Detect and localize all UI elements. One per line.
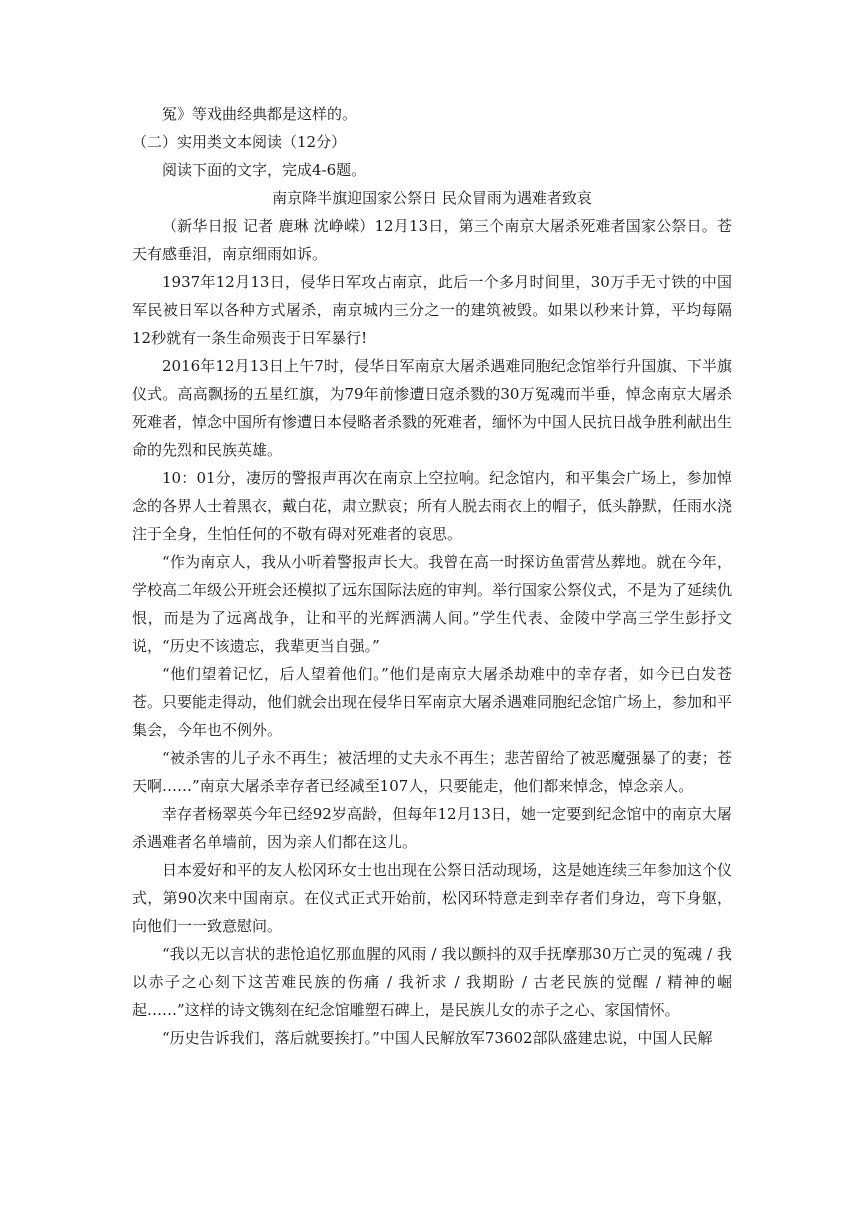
article-paragraph: 1937年12月13日，侵华日军攻占南京，此后一个多月时间里，30万手无寸铁的中国军民被日军以各种方式屠杀，南京城内三分之一的建筑被毁。如果以秒来计算，平均每隔12秒就有一条生命殒丧于日军暴行! <box>132 273 732 347</box>
article-paragraph: “历史告诉我们，落后就要挨打。”中国人民解放军73602部队盛建忠说，中国人民解 <box>162 1029 713 1047</box>
article-paragraph: 10：01分，凄厉的警报声再次在南京上空拉响。纪念馆内，和平集会广场上，参加悼念的各界人士着黑衣，戴白花，肃立默哀；所有人脱去雨衣上的帽子，低头静默，任雨水浇注于全身，生怕任何的不敬有碍对死难者的哀思。 <box>132 469 733 543</box>
instruction-paragraph: 阅读下面的文字，完成4-6题。 <box>162 161 367 179</box>
continuation-paragraph: 冤》等戏曲经典都是这样的。 <box>162 105 358 123</box>
article-paragraph: “他们望着记忆，后人望着他们。”他们是南京大屠杀劫难中的幸存者，如今已白发苍苍。只要能走得动，他们就会出现在侵华日军南京大屠杀遇难同胞纪念馆广场上，参加和平集会，今年也不例外。 <box>132 665 733 739</box>
article-paragraph: “我以无以言状的悲怆追忆那血腥的风雨 / 我以颤抖的双手抚摩那30万亡灵的冤魂 / 我以赤子之心刻下这苦难民族的伤痛 / 我祈求 / 我期盼 / 古老民族的觉醒 / 精神的崛起……”这样的诗文镌刻在纪念馆雕塑石碑上，是民族儿女的赤子之心、家国情怀。 <box>132 945 732 1019</box>
document-body <box>132 100 732 1052</box>
article-paragraph: 幸存者杨翠英今年已经92岁高龄，但每年12月13日，她一定要到纪念馆中的南京大屠杀遇难者名单墙前，因为亲人们都在这儿。 <box>132 805 732 851</box>
article-paragraph: （新华日报 记者 鹿琳 沈峥嵘）12月13日，第三个南京大屠杀死难者国家公祭日。苍天有感垂泪，南京细雨如诉。 <box>132 217 732 263</box>
article-paragraph: 2016年12月13日上午7时，侵华日军南京大屠杀遇难同胞纪念馆举行升国旗、下半旗仪式。高高飘扬的五星红旗，为79年前惨遭日寇杀戮的30万冤魂而半垂，悼念南京大屠杀死难者，悼念中国所有惨遭日本侵略者杀戮的死难者，缅怀为中国人民抗日战争胜利献出生命的先烈和民族英雄。 <box>132 357 733 459</box>
section-heading: （二）实用类文本阅读（12分） <box>132 133 347 151</box>
article-title: 南京降半旗迎国家公祭日 民众冒雨为遇难者致哀 <box>272 189 592 207</box>
article-paragraph: “被杀害的儿子永不再生；被活埋的丈夫永不再生；悲苦留给了被恶魔强暴了的妻；苍天啊……”南京大屠杀幸存者已经减至107人，只要能走，他们都来悼念，悼念亲人。 <box>132 749 732 795</box>
article-paragraph: “作为南京人，我从小听着警报声长大。我曾在高一时探访鱼雷营丛葬地。就在今年，学校高二年级公开班会还模拟了远东国际法庭的审判。举行国家公祭仪式，不是为了延续仇恨，而是为了远离战争，让和平的光辉洒满人间。”学生代表、金陵中学高三学生彭抒文说，“历史不该遗忘，我辈更当自强。” <box>132 553 733 655</box>
article-paragraph: 日本爱好和平的友人松冈环女士也出现在公祭日活动现场，这是她连续三年参加这个仪式，第90次来中国南京。在仪式正式开始前，松冈环特意走到幸存者们身边，弯下身躯，向他们一一致意慰问。 <box>132 861 733 935</box>
